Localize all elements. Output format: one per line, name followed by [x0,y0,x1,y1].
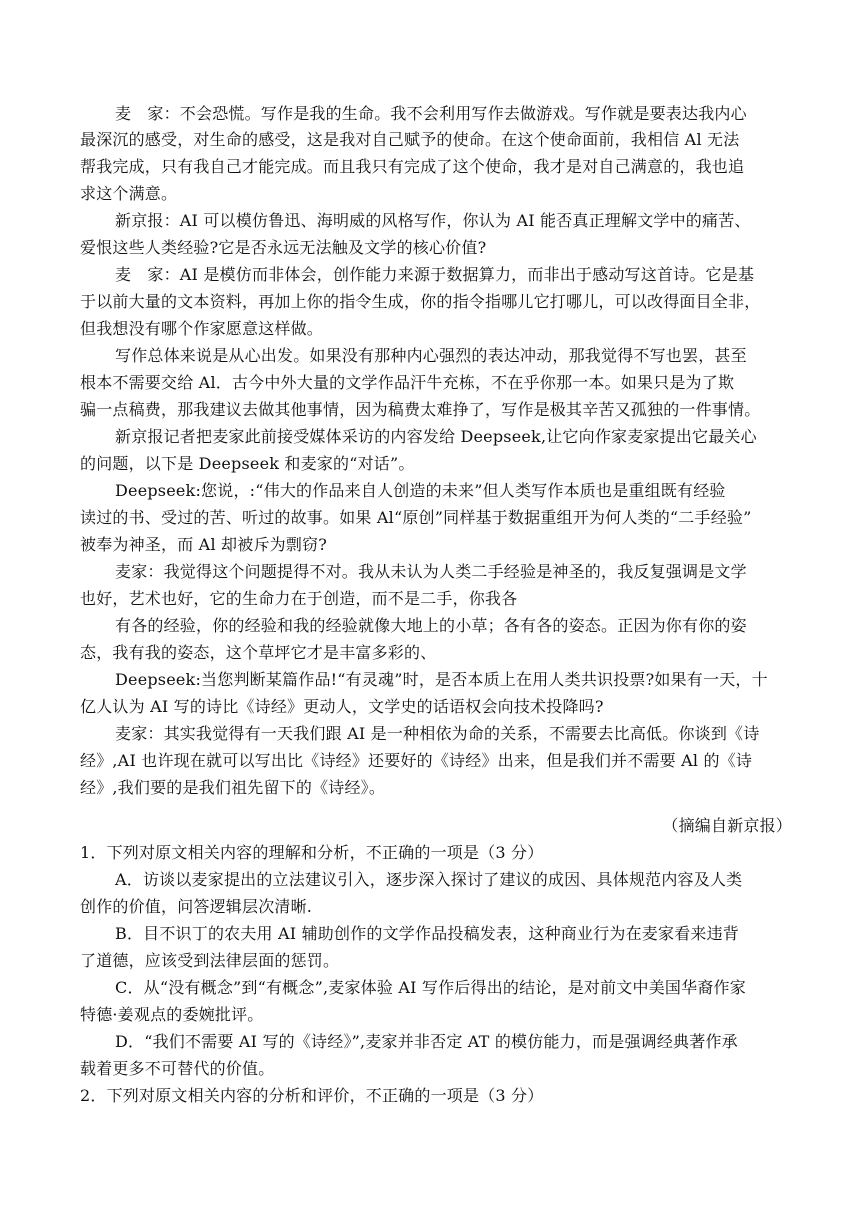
text-line: 于以前大量的文本资料，再加上你的指令生成，你的指令指哪儿它打哪儿，可以改得面目全非， [80,292,761,311]
text-line: 新京报记者把麦家此前接受媒体采访的内容发给 Deepseek,让它向作家麦家提出它最关心 [115,427,757,446]
option-b-cont: 了道德，应该受到法律层面的惩罚。 [80,951,340,970]
text-line: 麦家：其实我觉得有一天我们跟 AI 是一种相依为命的关系，不需要去比高低。你谈到《诗 [115,724,760,743]
text-line: 经》,AI 也许现在就可以写出比《诗经》还要好的《诗经》出来，但是我们并不需要 Al 的《诗 [80,751,753,770]
option-c: C．从“没有概念”到“有概念”,麦家体验 AI 写作后得出的结论，是对前文中美国华裔作家 [115,978,746,997]
text-line: 经》,我们要的是我们祖先留下的《诗经》。 [80,778,386,797]
option-a-cont: 创作的价值，问答逻辑层次清晰. [80,897,313,916]
text-line: 亿人认为 AI 写的诗比《诗经》更动人，文学史的话语权会向技术投降吗? [80,697,604,716]
text-line: 根本不需要交给 Al．古今中外大量的文学作品汗牛充栋，不在乎你那一本。如果只是为了欺 [80,373,735,392]
text-line: Deepseek:您说，:“伟大的作品来自人创造的未来”但人类写作本质也是重组既有经验 [115,481,726,500]
option-d: D．“我们不需要 AI 写的《诗经》”,麦家并非否定 AT 的模仿能力，而是强调经典著作承 [115,1032,738,1051]
option-b: B．目不识丁的农夫用 AI 辅助创作的文学作品投稿发表，这种商业行为在麦家看来违背 [115,924,740,943]
text-line: 写作总体来说是从心出发。如果没有那种内心强烈的表达冲动，那我觉得不写也罢，甚至 [115,346,747,365]
text-line: 新京报：AI 可以模仿鲁迅、海明威的风格写作，你认为 AI 能否真正理解文学中的痛苦、 [115,211,751,230]
text-line: 麦家：我觉得这个问题提得不对。我从未认为人类二手经验是神圣的，我反复强调是文学 [115,562,747,581]
question-2-stem: 2．下列对原文相关内容的分析和评价，不正确的一项是（3 分） [80,1086,544,1105]
text-line: 被奉为神圣，而 Al 却被斥为剽窃? [80,535,328,554]
option-d-cont: 载着更多不可替代的价值。 [80,1059,275,1078]
question-1-stem: 1．下列对原文相关内容的理解和分析，不正确的一项是（3 分） [80,843,544,862]
text-line: 麦 家：不会恐慌。写作是我的生命。我不会利用写作去做游戏。写作就是要表达我内心 [115,104,747,123]
text-line: 骗一点稿费，那我建议去做其他事情，因为稿费太难挣了，写作是极其辛苦又孤独的一件事情。 [80,400,761,419]
source-citation: （摘编自新京报） [662,816,792,835]
text-line: 求这个满意。 [80,184,178,203]
text-line: 但我想没有哪个作家愿意这样做。 [80,319,324,338]
text-line: 最深沉的感受，对生命的感受，这是我对自己赋予的使命。在这个使命面前，我相信 Al 无法 [80,130,740,149]
text-line: 的问题，以下是 Deepseek 和麦家的“对话”。 [80,454,415,473]
text-line: 麦 家：AI 是模仿而非体会，创作能力来源于数据算力，而非出于感动写这首诗。它是基 [115,265,755,284]
text-line: 爱恨这些人类经验?它是否永远无法触及文学的核心价值? [80,238,487,257]
text-line: 帮我完成，只有我自己才能完成。而且我只有完成了这个使命，我才是对自己满意的，我也追 [80,157,745,176]
text-line: 也好，艺术也好，它的生命力在于创造，而不是二手，你我各 [80,589,518,608]
text-line: 有各的经验，你的经验和我的经验就像大地上的小草；各有各的姿态。正因为你有你的姿 [115,616,747,635]
text-line: Deepseek:当您判断某篇作品!“有灵魂”时，是否本质上在用人类共识投票?如果有一天，十 [115,670,768,689]
option-a: A．访谈以麦家提出的立法建议引入，逐步深入探讨了建议的成因、具体规范内容及人类 [115,870,743,889]
text-line: 读过的书、受过的苦、听过的故事。如果 Al“原创”同样基于数据重组开为何人类的“二手经验” [80,508,752,527]
option-c-cont: 特德·姜观点的委婉批评。 [80,1005,264,1024]
text-line: 态，我有我的姿态，这个草坪它才是丰富多彩的、 [80,643,437,662]
